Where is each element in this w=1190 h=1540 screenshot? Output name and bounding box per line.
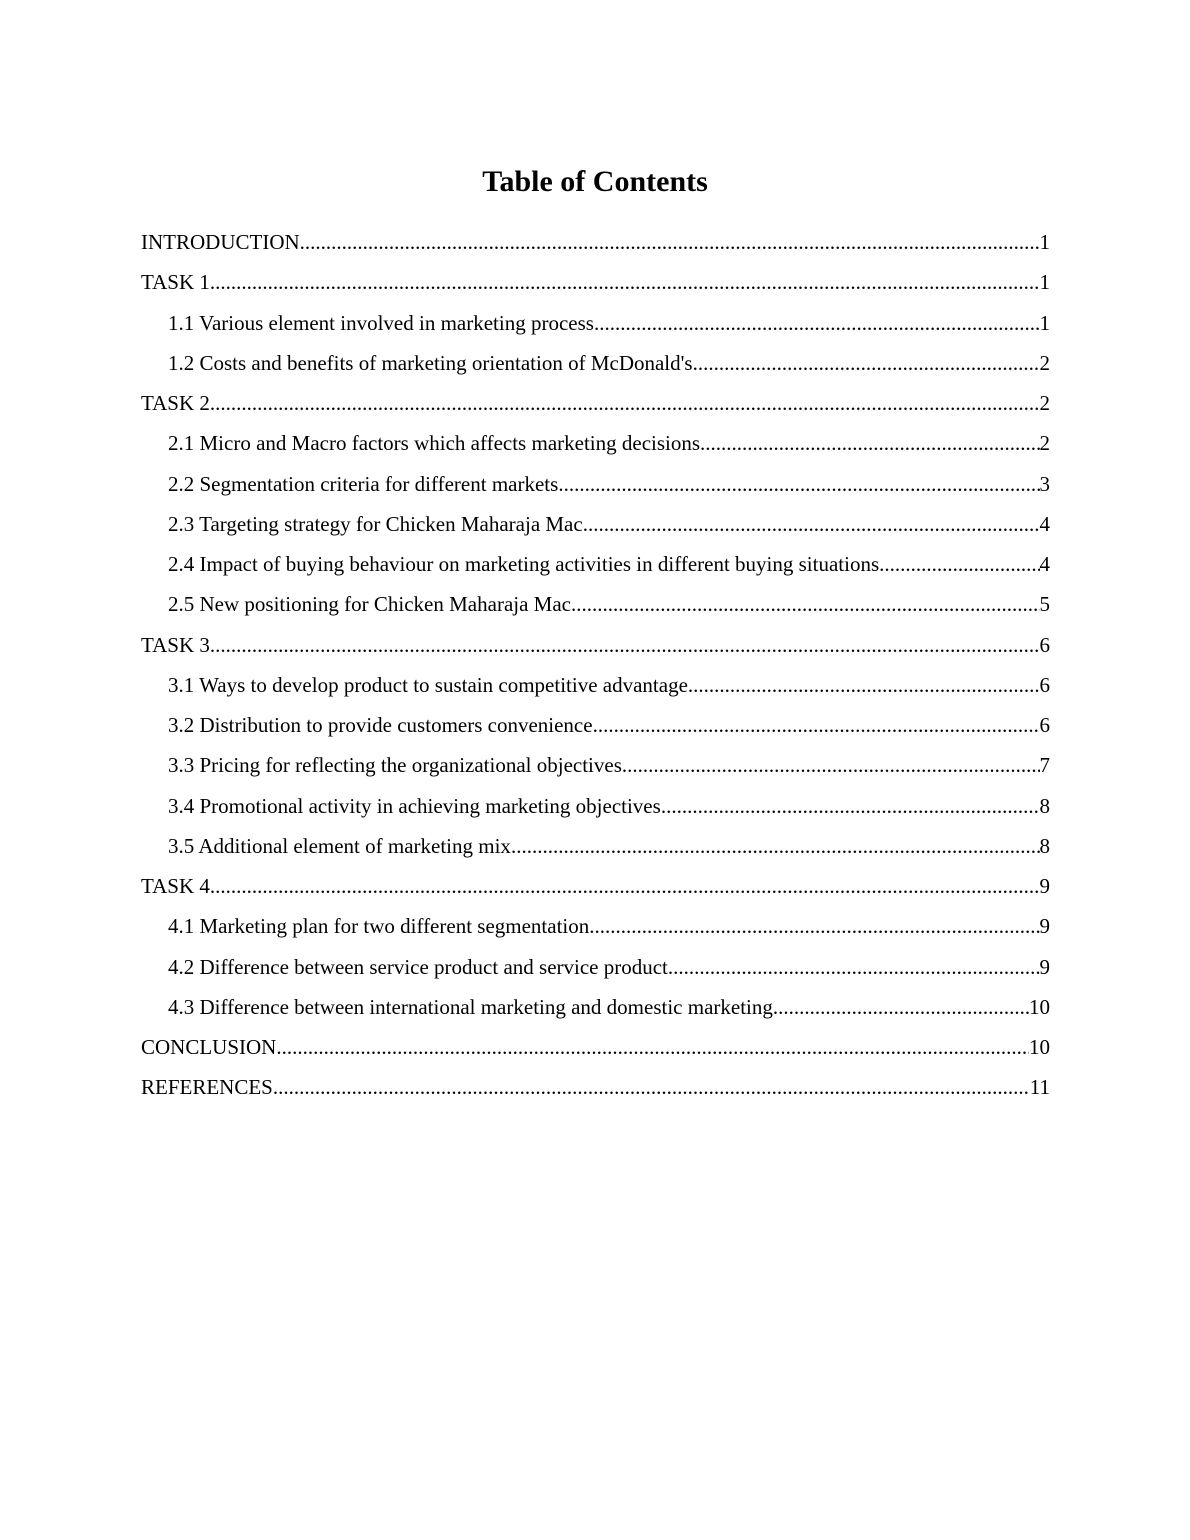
toc-entry[interactable] [141,464,1050,504]
toc-dot-leader [276,1027,1029,1067]
toc-entry[interactable] [141,826,1050,866]
toc-entry[interactable] [141,504,1050,544]
toc-entry[interactable] [141,1067,1050,1107]
toc-entry-label: TASK 1 [141,270,210,295]
toc-entry-page-number: 1 [1039,270,1050,295]
toc-entry-page-number: 9 [1039,874,1050,898]
toc-dot-leader [594,303,1040,343]
toc-entry-page-number: 2 [1039,431,1050,456]
toc-entry-page-number: 6 [1039,713,1050,737]
toc-entry-page-number: 1 [1039,230,1050,254]
toc-entry[interactable] [141,786,1050,826]
toc-dot-leader [583,504,1040,544]
toc-dot-leader [622,745,1040,785]
toc-entry-label: 2.2 Segmentation criteria for different markets [168,471,559,496]
toc-entry-page-number: 3 [1039,471,1050,496]
toc-entry[interactable] [141,262,1050,302]
toc-dot-leader [661,786,1040,826]
toc-entry[interactable] [141,222,1050,262]
toc-entry-page-number: 6 [1039,632,1050,657]
toc-entry[interactable] [141,987,1050,1027]
toc-entry-page-number: 4 [1039,511,1050,536]
toc-entry[interactable] [141,705,1050,745]
toc-entry-page-number: 5 [1039,592,1050,617]
toc-entry-page-number: 8 [1039,833,1050,858]
toc-entry-page-number: 2 [1039,350,1050,375]
toc-entry-label: 2.3 Targeting strategy for Chicken Maharaja Mac [168,511,583,536]
toc-entry-page-number: 9 [1039,914,1050,939]
toc-entry-label: 3.4 Promotional activity in achieving marketing objectives [168,793,661,818]
toc-entry-label: TASK 2 [141,391,210,415]
toc-entry[interactable] [141,544,1050,584]
toc-entry-label: REFERENCES [141,1075,273,1100]
toc-entry-label: 3.3 Pricing for reflecting the organizational objectives [168,753,622,778]
toc-entry-page-number: 10 [1029,994,1050,1019]
toc-dot-leader [700,423,1039,463]
toc-entry[interactable] [141,584,1050,624]
toc-entry[interactable] [141,866,1050,906]
toc-entry[interactable] [141,1027,1050,1067]
toc-entry[interactable] [141,745,1050,785]
toc-entry-label: 2.4 Impact of buying behaviour on marketing activities in different buying situations [168,552,880,576]
toc-dot-leader [589,906,1039,946]
toc-dot-leader [210,383,1040,423]
toc-entry-page-number: 11 [1029,1075,1050,1100]
toc-entry-label: 3.5 Additional element of marketing mix [168,833,511,858]
toc-entry[interactable] [141,947,1050,987]
toc-entry[interactable] [141,665,1050,705]
toc-entry-page-number: 2 [1039,391,1050,415]
toc-dot-leader [773,987,1029,1027]
toc-dot-leader [593,705,1040,745]
toc-dot-leader [210,262,1040,302]
toc-entry-label: 4.1 Marketing plan for two different segmentation [168,914,590,939]
toc-dot-leader [879,544,1039,584]
toc-entry-label: 3.1 Ways to develop product to sustain competitive advantage [168,672,688,697]
toc-list [141,222,1050,1108]
toc-entry-label: TASK 4 [141,874,210,898]
toc-dot-leader [571,584,1040,624]
toc-entry-page-number: 7 [1039,753,1050,778]
toc-entry-page-number: 6 [1039,672,1050,697]
toc-entry-label: INTRODUCTION [141,230,300,254]
toc-entry[interactable] [141,383,1050,423]
toc-entry-page-number: 10 [1029,1035,1050,1059]
toc-entry-label: 3.2 Distribution to provide customers convenience [168,713,593,737]
toc-dot-leader [688,665,1040,705]
toc-dot-leader [210,866,1040,906]
toc-entry[interactable] [141,303,1050,343]
toc-entry-label: CONCLUSION [141,1035,277,1059]
toc-entry-label: 1.2 Costs and benefits of marketing orientation of McDonald's [168,350,693,375]
toc-dot-leader [668,947,1040,987]
toc-entry-page-number: 8 [1039,793,1050,818]
toc-entry[interactable] [141,343,1050,383]
toc-entry[interactable] [141,423,1050,463]
page-title: Table of Contents [482,165,708,198]
toc-entry-label: 4.3 Difference between international marketing and domestic marketing [168,994,773,1019]
toc-entry-label: TASK 3 [141,632,210,657]
toc-dot-leader [558,464,1039,504]
toc-dot-leader [210,625,1040,665]
toc-entry-page-number: 9 [1039,954,1050,979]
toc-dot-leader [511,826,1040,866]
toc-entry[interactable] [141,906,1050,946]
toc-entry-page-number: 1 [1039,310,1050,335]
toc-entry-label: 1.1 Various element involved in marketing process [168,310,594,335]
toc-entry-label: 2.1 Micro and Macro factors which affects marketing decisions [168,431,701,456]
toc-entry-label: 4.2 Difference between service product and service product [168,954,668,979]
toc-dot-leader [273,1067,1030,1107]
toc-dot-leader [300,222,1040,262]
toc-entry[interactable] [141,625,1050,665]
toc-entry-page-number: 4 [1039,552,1050,576]
toc-entry-label: 2.5 New positioning for Chicken Maharaja Mac [168,592,571,617]
toc-dot-leader [693,343,1040,383]
